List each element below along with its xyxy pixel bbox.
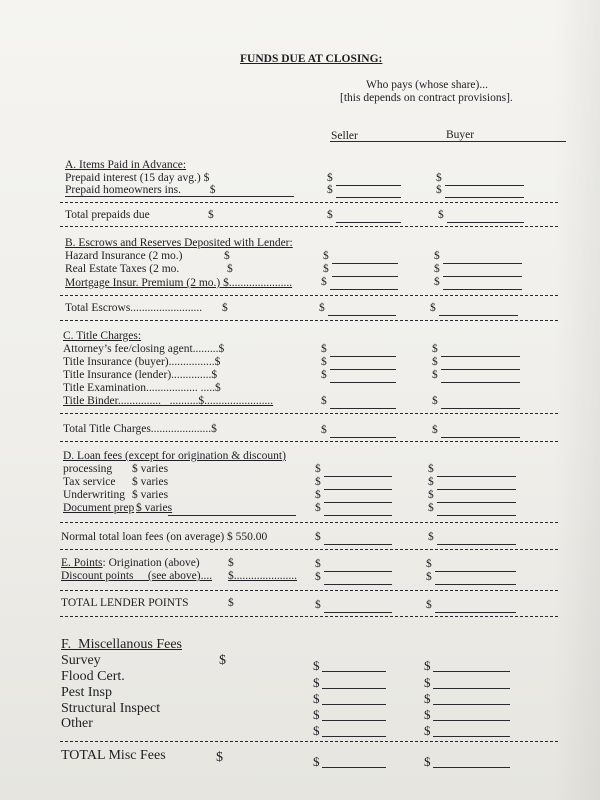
total-lender-points-label: TOTAL LENDER POINTS <box>61 597 189 609</box>
blank-line <box>330 408 396 409</box>
total-misc-dollar: $ <box>216 750 223 765</box>
dollar-sign: $ <box>424 754 431 769</box>
buyer-amount-field <box>426 572 516 585</box>
dollar-sign: $ <box>315 571 321 583</box>
seller-amount-field <box>327 185 401 198</box>
dollar-sign: $ <box>424 691 431 706</box>
item-attorney-fee: Attorney’s fee/closing agent.........$ <box>63 343 225 355</box>
total-lender-points-dollar: $ <box>228 597 234 609</box>
buyer-amount-field <box>434 251 522 264</box>
seller-amount-field <box>315 490 392 503</box>
seller-amount-field <box>315 600 392 613</box>
misc-item: Pest Insp <box>61 685 112 700</box>
section-f-heading: F. Miscellanous Fees <box>61 637 182 652</box>
item-real-estate-taxes: Real Estate Taxes (2 mo. <box>65 263 180 275</box>
loan-fee-name: processing <box>63 463 113 475</box>
seller-amount-field <box>313 724 386 737</box>
dollar-sign: $ <box>424 723 431 738</box>
dollar-sign: $ <box>315 489 321 501</box>
seller-amount-field <box>313 755 386 768</box>
dollar-sign: $ <box>321 343 327 355</box>
section-e-title: E. Points <box>61 557 103 569</box>
buyer-amount-field <box>424 692 510 705</box>
who-pays-line2: [this depends on contract provisions]. <box>340 92 513 104</box>
misc-item: Flood Cert. <box>61 669 125 684</box>
total-title-label: Total Title Charges.....................$ <box>63 423 217 435</box>
seller-amount-field <box>313 659 386 672</box>
blank-line <box>324 544 392 545</box>
seller-amount-field <box>315 464 392 477</box>
blank-line <box>322 736 386 737</box>
seller-amount-field <box>323 251 398 264</box>
buyer-amount-field <box>434 264 522 277</box>
seller-column-header: Seller <box>331 130 358 142</box>
dollar-sign: $ <box>313 675 320 690</box>
dollar-sign: $ <box>315 558 321 570</box>
buyer-amount-field <box>432 357 520 370</box>
survey-dollar: $ <box>219 653 226 668</box>
blank-line <box>433 704 510 705</box>
dollar-sign: $ <box>323 263 329 275</box>
seller-amount-field <box>327 210 401 223</box>
dollar-sign: $ <box>323 250 329 262</box>
blank-line <box>435 612 516 613</box>
seller-amount-field <box>313 692 386 705</box>
loan-fee-value: $ varies <box>136 502 173 514</box>
dollar-sign: $ <box>313 754 320 769</box>
dollar-sign: $ <box>319 302 325 314</box>
blank-line <box>322 688 386 689</box>
item-title-insurance-buyer: Title Insurance (buyer)................$ <box>63 356 221 368</box>
seller-amount-field <box>321 357 396 370</box>
blank-line <box>433 720 510 721</box>
dashed-separator <box>60 413 558 414</box>
blank-line <box>322 720 386 721</box>
blank-line <box>437 515 516 516</box>
item-title-binder: Title Binder............... ..........$........................ <box>63 395 274 407</box>
dashed-separator <box>60 295 558 296</box>
dollar-sign: $ <box>432 395 438 407</box>
section-c-heading: C. Title Charges: <box>63 330 142 342</box>
buyer-amount-field <box>424 659 510 672</box>
hazard-dollar: $ <box>224 250 230 262</box>
section-b-heading: B. Escrows and Reserves Deposited with Lender: <box>65 237 293 249</box>
blank-line <box>445 197 524 198</box>
blank-line <box>441 408 520 409</box>
buyer-amount-field <box>428 477 516 490</box>
seller-amount-field <box>315 572 392 585</box>
loan-fee-value: $ varies <box>132 489 169 501</box>
dollar-sign: $ <box>315 476 321 488</box>
dashed-separator <box>60 590 558 591</box>
total-misc-label: TOTAL Misc Fees <box>61 748 166 763</box>
dashed-separator <box>60 549 558 550</box>
dollar-sign: $ <box>428 463 434 475</box>
dashed-separator <box>60 226 558 227</box>
buyer-amount-field <box>432 425 520 438</box>
item-title-examination: Title Examination.................. .....$ <box>63 382 221 394</box>
item-title-insurance-lender: Title Insurance (lender)..............$ <box>63 369 218 381</box>
buyer-amount-field <box>438 210 524 223</box>
blank-line <box>433 736 510 737</box>
dollar-sign: $ <box>434 250 440 262</box>
blank-line <box>433 671 510 672</box>
seller-amount-field <box>315 559 392 572</box>
blank-line <box>322 671 386 672</box>
dollar-sign: $ <box>313 723 320 738</box>
dollar-sign: $ <box>315 599 321 611</box>
seller-amount-field <box>323 264 398 277</box>
seller-amount-field <box>315 503 392 516</box>
total-prepaids-dollar: $ <box>208 209 214 221</box>
taxes-dollar: $ <box>227 263 233 275</box>
dollar-sign: $ <box>432 369 438 381</box>
dollar-sign: $ <box>327 172 333 184</box>
header-rule <box>330 141 566 142</box>
buyer-amount-field <box>424 755 510 768</box>
dollar-sign: $ <box>432 424 438 436</box>
buyer-amount-field <box>428 503 516 516</box>
dollar-sign: $ <box>313 707 320 722</box>
dashed-separator <box>60 441 558 442</box>
blank-line <box>322 767 386 768</box>
origination-dollar: $ <box>228 557 234 569</box>
who-pays-line1: Who pays (whose share)... <box>366 79 488 91</box>
dollar-sign: $ <box>313 658 320 673</box>
buyer-amount-field <box>436 185 524 198</box>
buyer-amount-field <box>424 724 510 737</box>
blank-line <box>437 544 516 545</box>
blank-line <box>433 688 510 689</box>
blank-line <box>330 437 396 438</box>
blank-line <box>330 289 398 290</box>
section-a-heading: A. Items Paid in Advance: <box>65 159 187 171</box>
seller-amount-field <box>321 425 396 438</box>
buyer-column-header: Buyer <box>446 129 475 141</box>
blank-line <box>433 767 510 768</box>
blank-line <box>336 197 401 198</box>
underline <box>65 196 294 197</box>
total-escrows-label: Total Escrows......................... <box>65 302 203 314</box>
paper-shadow <box>554 0 600 800</box>
dollar-sign: $ <box>426 571 432 583</box>
dollar-sign: $ <box>321 276 327 288</box>
seller-amount-field <box>315 532 392 545</box>
buyer-amount-field <box>426 600 516 613</box>
dashed-separator <box>60 616 558 617</box>
dollar-sign: $ <box>436 172 442 184</box>
total-escrows-dollar: $ <box>222 302 228 314</box>
dashed-separator <box>60 202 558 203</box>
loan-fee-value: $ varies <box>132 476 169 488</box>
blank-line <box>439 315 518 316</box>
dollar-sign: $ <box>426 599 432 611</box>
seller-amount-field <box>313 708 386 721</box>
buyer-amount-field <box>428 464 516 477</box>
dollar-sign: $ <box>327 184 333 196</box>
dollar-sign: $ <box>321 395 327 407</box>
section-d-heading: D. Loan fees (except for origination & discount) <box>63 450 286 462</box>
blank-line <box>322 704 386 705</box>
dollar-sign: $ <box>434 263 440 275</box>
dollar-sign: $ <box>438 209 444 221</box>
misc-item: Survey <box>61 653 101 668</box>
seller-amount-field <box>319 303 396 316</box>
seller-amount-field <box>321 344 396 357</box>
seller-amount-field <box>321 370 396 383</box>
buyer-amount-field <box>428 532 516 545</box>
dollar-sign: $ <box>428 502 434 514</box>
dollar-sign: $ <box>313 691 320 706</box>
dollar-sign: $ <box>436 184 442 196</box>
blank-line <box>441 437 520 438</box>
buyer-amount-field <box>430 303 518 316</box>
dollar-sign: $ <box>315 463 321 475</box>
total-prepaids-label: Total prepaids due <box>65 209 150 221</box>
dollar-sign: $ <box>424 658 431 673</box>
dollar-sign: $ <box>430 302 436 314</box>
dollar-sign: $ <box>315 531 321 543</box>
dollar-sign: $ <box>432 343 438 355</box>
loan-fee-name: Underwriting <box>63 489 125 501</box>
dollar-sign: $ <box>432 356 438 368</box>
item-hazard-insurance: Hazard Insurance (2 mo.) <box>65 250 183 262</box>
blank-line <box>324 584 392 585</box>
buyer-amount-field <box>426 559 516 572</box>
seller-amount-field <box>321 396 396 409</box>
misc-item: Other <box>61 716 93 731</box>
origination-label: : Origination (above) <box>102 557 200 569</box>
misc-item: Structural Inspect <box>61 701 161 716</box>
dollar-sign: $ <box>428 489 434 501</box>
dashed-separator <box>60 522 558 523</box>
blank-line <box>324 612 392 613</box>
loan-fee-name: Document prep <box>63 502 135 514</box>
dollar-sign: $ <box>321 369 327 381</box>
buyer-amount-field <box>434 277 522 290</box>
loan-fee-name: Tax service <box>63 476 116 488</box>
buyer-amount-field <box>432 396 520 409</box>
dollar-sign: $ <box>424 675 431 690</box>
item-prepaid-homeowners: Prepaid homeowners ins. $ <box>65 184 216 196</box>
blank-line <box>441 382 520 383</box>
item-mortgage-insurance: Mortgage Insur. Premium (2 mo.) $...................... <box>65 277 293 289</box>
blank-line <box>447 222 524 223</box>
dashed-separator <box>60 320 558 321</box>
buyer-amount-field <box>424 708 510 721</box>
blank-line <box>330 382 396 383</box>
seller-amount-field <box>321 277 398 290</box>
discount-points-label: Discount points (see above).... <box>61 570 213 582</box>
buyer-amount-field <box>424 676 510 689</box>
loan-fee-value: $ varies <box>132 463 169 475</box>
buyer-amount-field <box>428 490 516 503</box>
dollar-sign: $ <box>426 558 432 570</box>
blank-line <box>435 584 516 585</box>
buyer-amount-field <box>432 344 520 357</box>
blank-line <box>443 289 522 290</box>
dollar-sign: $ <box>424 707 431 722</box>
dollar-sign: $ <box>428 476 434 488</box>
blank-line <box>336 222 401 223</box>
item-prepaid-interest: Prepaid interest (15 day avg.) $ <box>65 172 210 184</box>
seller-amount-field <box>315 477 392 490</box>
dashed-separator <box>60 741 558 742</box>
dollar-sign: $ <box>315 502 321 514</box>
dollar-sign: $ <box>434 276 440 288</box>
dollar-sign: $ <box>327 209 333 221</box>
buyer-amount-field <box>432 370 520 383</box>
form-title: FUNDS DUE AT CLOSING: <box>240 53 383 65</box>
section-e-heading <box>61 558 200 570</box>
blank-line <box>324 515 392 516</box>
dollar-sign: $ <box>321 424 327 436</box>
underline <box>168 515 296 516</box>
dollar-sign: $ <box>428 531 434 543</box>
discount-points-dollar: $...................... <box>228 570 297 582</box>
blank-line <box>328 315 396 316</box>
dollar-sign: $ <box>321 356 327 368</box>
normal-loan-fees-label: Normal total loan fees (on average) $ 550.00 <box>61 531 268 543</box>
seller-amount-field <box>313 676 386 689</box>
